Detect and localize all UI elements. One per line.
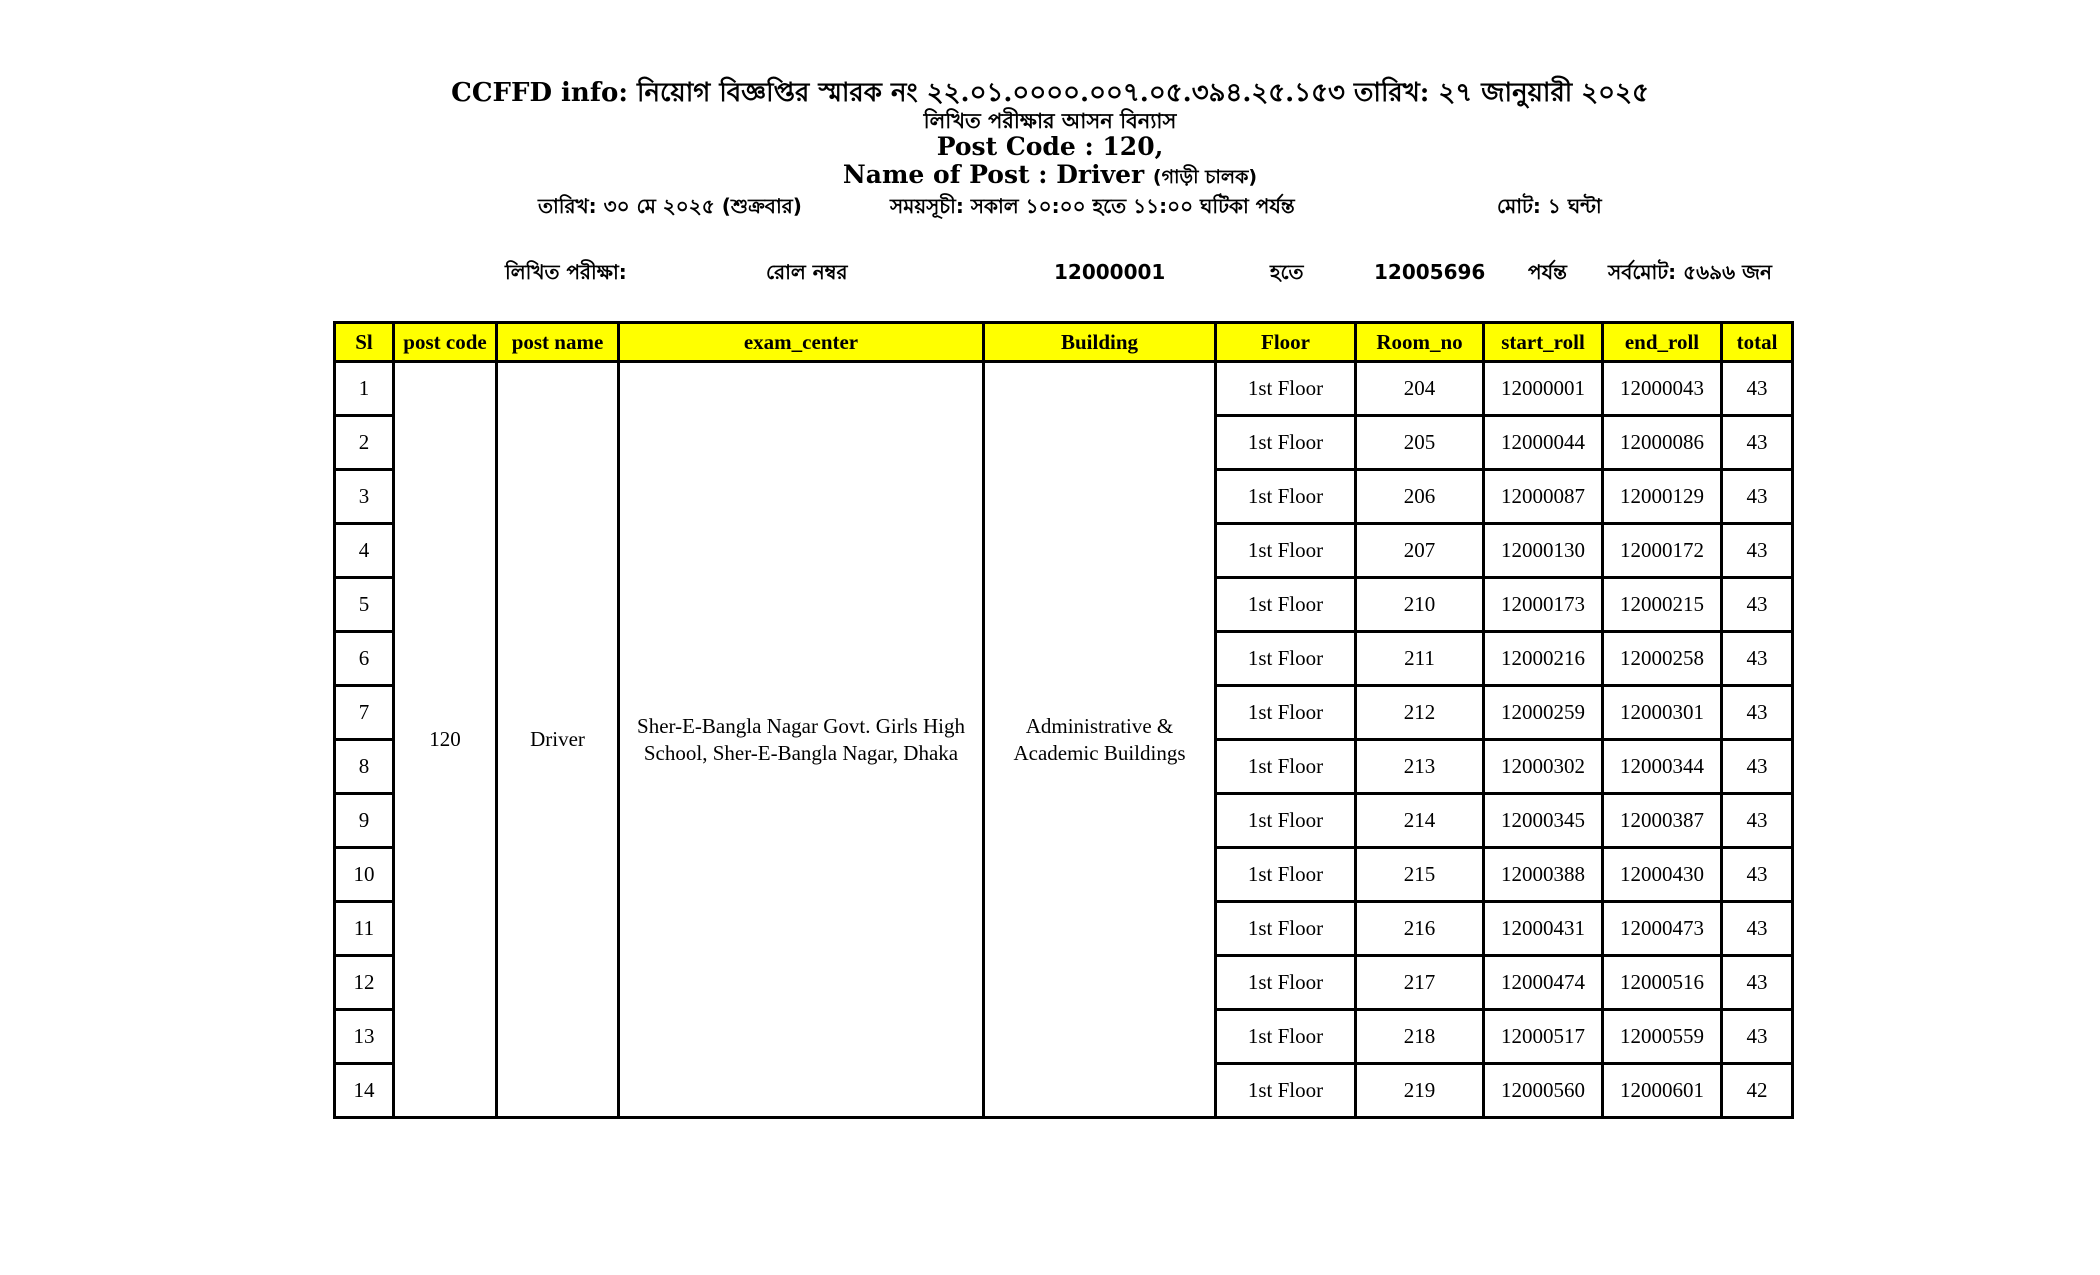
cell-room: 206	[1356, 470, 1484, 524]
cell-floor: 1st Floor	[1216, 578, 1356, 632]
cell-room: 204	[1356, 362, 1484, 416]
cell-start-roll: 12000130	[1484, 524, 1603, 578]
exam-time: সময়সূচী: সকাল ১০:০০ হতে ১১:০০ ঘটিকা পর্যন্ত	[890, 194, 1295, 218]
cell-end-roll: 12000387	[1603, 794, 1722, 848]
cell-total: 43	[1722, 740, 1793, 794]
cell-total: 43	[1722, 632, 1793, 686]
col-header-room-no: Room_no	[1356, 323, 1484, 362]
cell-room: 214	[1356, 794, 1484, 848]
cell-sl: 9	[335, 794, 394, 848]
cell-total: 43	[1722, 848, 1793, 902]
cell-start-roll: 12000216	[1484, 632, 1603, 686]
post-name-text: Name of Post : Driver	[842, 160, 1145, 189]
cell-room: 217	[1356, 956, 1484, 1010]
cell-room: 213	[1356, 740, 1484, 794]
cell-room: 207	[1356, 524, 1484, 578]
cell-end-roll: 12000559	[1603, 1010, 1722, 1064]
roll-to: 12005696	[1374, 260, 1486, 284]
cell-room: 215	[1356, 848, 1484, 902]
col-header-exam-center: exam_center	[619, 323, 984, 362]
cell-post-code: 120	[394, 362, 497, 1118]
cell-end-roll: 12000172	[1603, 524, 1722, 578]
cell-sl: 5	[335, 578, 394, 632]
cell-total: 43	[1722, 686, 1793, 740]
cell-sl: 7	[335, 686, 394, 740]
roll-from-word: হতে	[1270, 260, 1304, 284]
cell-total: 43	[1722, 416, 1793, 470]
cell-total: 43	[1722, 470, 1793, 524]
roll-from: 12000001	[1054, 260, 1166, 284]
seat-plan-table	[333, 321, 1794, 1119]
cell-floor: 1st Floor	[1216, 848, 1356, 902]
cell-floor: 1st Floor	[1216, 416, 1356, 470]
exam-date: তারিখ: ৩০ মে ২০২৫ (শুক্রবার)	[538, 194, 802, 218]
cell-total: 43	[1722, 956, 1793, 1010]
notice-reference: CCFFD info: নিয়োগ বিজ্ঞপ্তির স্মারক নং ২২.০১.০০০০.০০৭.০৫.৩৯৪.২৫.১৫৩ তারিখ: ২৭ জানুয়ারী ২০২৫	[451, 78, 1649, 108]
cell-end-roll: 12000473	[1603, 902, 1722, 956]
cell-end-roll: 12000043	[1603, 362, 1722, 416]
col-header-start-roll: start_roll	[1484, 323, 1603, 362]
cell-sl: 13	[335, 1010, 394, 1064]
cell-start-roll: 12000087	[1484, 470, 1603, 524]
cell-start-roll: 12000345	[1484, 794, 1603, 848]
cell-end-roll: 12000301	[1603, 686, 1722, 740]
col-header-total: total	[1722, 323, 1793, 362]
cell-total: 42	[1722, 1064, 1793, 1118]
cell-room: 216	[1356, 902, 1484, 956]
cell-end-roll: 12000344	[1603, 740, 1722, 794]
cell-room: 205	[1356, 416, 1484, 470]
col-header-sl: Sl	[335, 323, 394, 362]
cell-floor: 1st Floor	[1216, 1064, 1356, 1118]
cell-floor: 1st Floor	[1216, 902, 1356, 956]
cell-sl: 11	[335, 902, 394, 956]
cell-start-roll: 12000302	[1484, 740, 1603, 794]
cell-sl: 6	[335, 632, 394, 686]
cell-post-name: Driver	[497, 362, 619, 1118]
cell-room: 219	[1356, 1064, 1484, 1118]
cell-floor: 1st Floor	[1216, 740, 1356, 794]
cell-start-roll: 12000560	[1484, 1064, 1603, 1118]
cell-floor: 1st Floor	[1216, 1010, 1356, 1064]
cell-total: 43	[1722, 578, 1793, 632]
table-row	[335, 362, 1793, 416]
cell-room: 218	[1356, 1010, 1484, 1064]
cell-total: 43	[1722, 1010, 1793, 1064]
roll-number-label: রোল নম্বর	[766, 260, 848, 284]
roll-to-word: পর্যন্ত	[1528, 260, 1567, 284]
cell-sl: 10	[335, 848, 394, 902]
grand-total: সর্বমোট: ৫৬৯৬ জন	[1608, 260, 1772, 284]
cell-total: 43	[1722, 524, 1793, 578]
exam-duration: মোট: ১ ঘন্টা	[1497, 194, 1602, 218]
cell-room: 210	[1356, 578, 1484, 632]
cell-floor: 1st Floor	[1216, 632, 1356, 686]
cell-end-roll: 12000516	[1603, 956, 1722, 1010]
cell-floor: 1st Floor	[1216, 362, 1356, 416]
cell-start-roll: 12000001	[1484, 362, 1603, 416]
cell-total: 43	[1722, 902, 1793, 956]
col-header-floor: Floor	[1216, 323, 1356, 362]
cell-start-roll: 12000044	[1484, 416, 1603, 470]
col-header-building: Building	[984, 323, 1216, 362]
cell-end-roll: 12000430	[1603, 848, 1722, 902]
cell-start-roll: 12000259	[1484, 686, 1603, 740]
cell-start-roll: 12000388	[1484, 848, 1603, 902]
cell-floor: 1st Floor	[1216, 470, 1356, 524]
post-name-bangla: (গাড়ী চালক)	[1152, 166, 1258, 188]
cell-total: 43	[1722, 794, 1793, 848]
cell-end-roll: 12000086	[1603, 416, 1722, 470]
cell-start-roll: 12000173	[1484, 578, 1603, 632]
cell-start-roll: 12000474	[1484, 956, 1603, 1010]
cell-start-roll: 12000517	[1484, 1010, 1603, 1064]
col-header-post-code: post code	[394, 323, 497, 362]
cell-total: 43	[1722, 362, 1793, 416]
cell-floor: 1st Floor	[1216, 956, 1356, 1010]
col-header-end-roll: end_roll	[1603, 323, 1722, 362]
cell-sl: 3	[335, 470, 394, 524]
post-name-heading	[0, 160, 2100, 195]
cell-end-roll: 12000601	[1603, 1064, 1722, 1118]
cell-end-roll: 12000215	[1603, 578, 1722, 632]
cell-floor: 1st Floor	[1216, 686, 1356, 740]
cell-exam-center: Sher-E-Bangla Nagar Govt. Girls High School, Sher-E-Bangla Nagar, Dhaka	[619, 362, 984, 1118]
post-code-heading: Post Code : 120,	[936, 132, 1164, 161]
cell-end-roll: 12000129	[1603, 470, 1722, 524]
cell-sl: 2	[335, 416, 394, 470]
cell-sl: 12	[335, 956, 394, 1010]
cell-floor: 1st Floor	[1216, 524, 1356, 578]
cell-room: 211	[1356, 632, 1484, 686]
cell-end-roll: 12000258	[1603, 632, 1722, 686]
document-subtitle: লিখিত পরীক্ষার আসন বিন্যাস	[923, 109, 1177, 133]
cell-floor: 1st Floor	[1216, 794, 1356, 848]
cell-sl: 14	[335, 1064, 394, 1118]
cell-sl: 8	[335, 740, 394, 794]
cell-sl: 1	[335, 362, 394, 416]
cell-start-roll: 12000431	[1484, 902, 1603, 956]
col-header-post-name: post name	[497, 323, 619, 362]
cell-building: Administrative & Academic Buildings	[984, 362, 1216, 1118]
cell-sl: 4	[335, 524, 394, 578]
table-header-row	[335, 323, 1793, 362]
written-exam-label: লিখিত পরীক্ষা:	[505, 260, 627, 284]
cell-room: 212	[1356, 686, 1484, 740]
